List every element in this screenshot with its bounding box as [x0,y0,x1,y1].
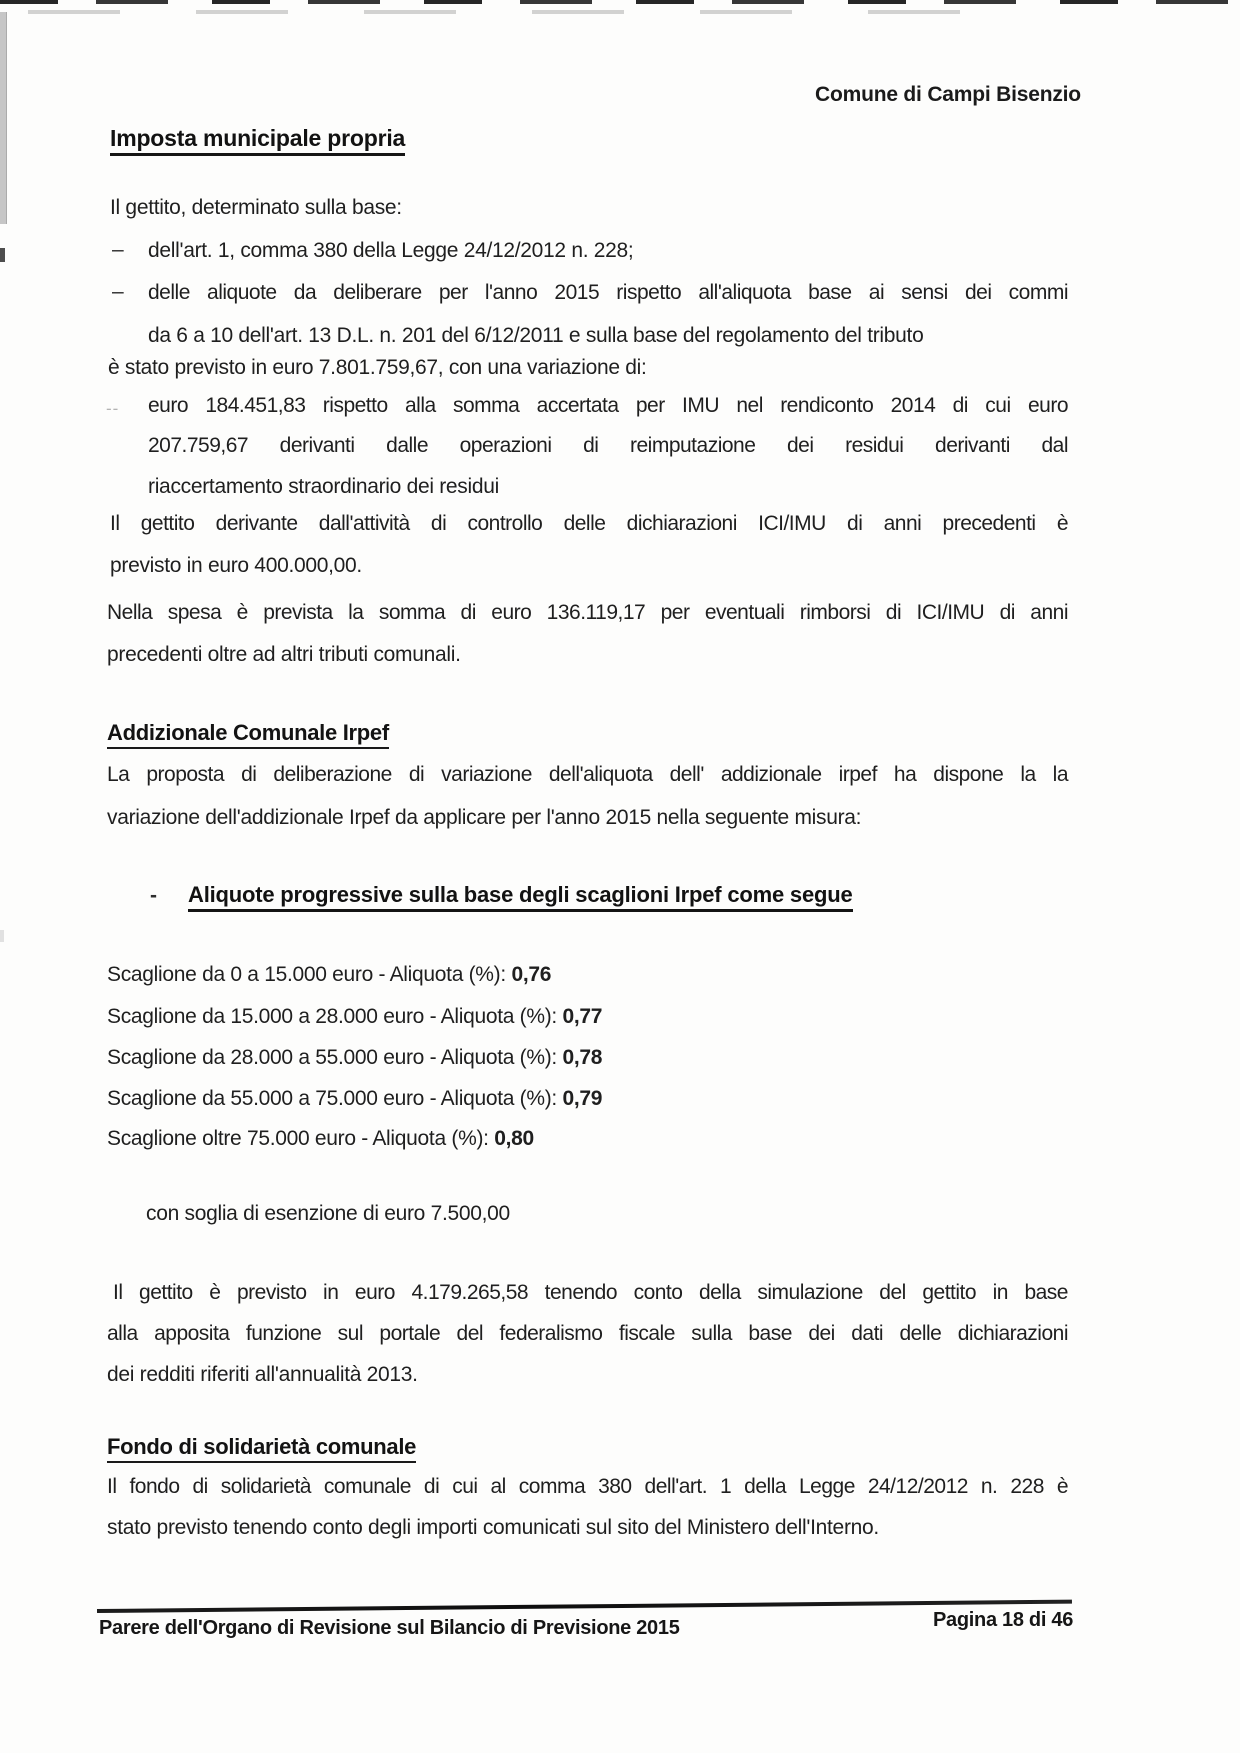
scaglione-row-5 [107,1127,534,1151]
irpef-esenzione-line: con soglia di esenzione di euro 7.500,00 [146,1202,510,1225]
footer-rule [97,1600,1072,1613]
irpef-gettito-line3: dei redditi riferiti all'annualità 2013. [107,1363,418,1386]
imu-intro-line: Il gettito, determinato sulla base: [110,196,402,219]
imu-spesa-line1: Nella spesa è prevista la somma di euro 136.119,17 per eventuali rimborsi di ICI/IMU di anni [107,601,1068,624]
scaglione-label: Scaglione da 15.000 a 28.000 euro - Aliquota (%): [107,1005,557,1028]
bullet-dash-3-faint: -- [106,399,120,418]
imu-bullet2-line1: delle aliquote da deliberare per l'anno 2015 rispetto all'aliquota base ai sensi dei commi [148,281,1068,304]
scaglione-row-2 [107,1005,602,1029]
imu-controllo-line1: Il gettito derivante dall'attività di controllo delle dichiarazioni ICI/IMU di anni precedenti è [110,512,1068,535]
irpef-subheading-text: Aliquote progressive sulla base degli scaglioni Irpef come segue [188,882,853,912]
irpef-proposta-line2: variazione dell'addizionale Irpef da applicare per l'anno 2015 nella seguente misura: [107,806,862,829]
section-title-irpef [107,720,389,746]
imu-previsto-line: è stato previsto in euro 7.801.759,67, con una variazione di: [108,356,647,379]
imu-bullet3-line2: 207.759,67 derivanti dalle operazioni di reimputazione dei residui derivanti dal [148,434,1068,457]
fondo-line1: Il fondo di solidarietà comunale di cui al comma 380 dell'art. 1 della Legge 24/12/2012 n. 228 è [107,1475,1068,1498]
header-comune: Comune di Campi Bisenzio [815,83,1081,106]
bullet-dash-2: – [112,280,124,303]
imu-controllo-line2: previsto in euro 400.000,00. [110,554,362,577]
subheading-dash: - [150,884,157,907]
scaglione-row-4 [107,1087,602,1111]
irpef-subheading [188,882,853,908]
scaglione-row-3 [107,1046,602,1070]
irpef-gettito-line2: alla apposita funzione sul portale del federalismo fiscale sulla base dei dati delle dichiarazioni [107,1322,1068,1345]
scaglione-row-1 [107,963,551,987]
section-title-fondo [107,1434,416,1460]
bullet-dash-1: – [112,238,124,261]
imu-bullet3-line1: euro 184.451,83 rispetto alla somma accertata per IMU nel rendiconto 2014 di cui euro [148,394,1068,417]
scaglione-label: Scaglione da 28.000 a 55.000 euro - Aliquota (%): [107,1046,557,1069]
imu-bullet2-line2: da 6 a 10 dell'art. 13 D.L. n. 201 del 6/12/2011 e sulla base del regolamento del tributo [148,324,924,347]
section-title-imu [110,125,405,152]
section-title-imu-text: Imposta municipale propria [110,125,405,156]
footer-page-number: Pagina 18 di 46 [933,1609,1074,1631]
section-title-irpef-text: Addizionale Comunale Irpef [107,720,389,749]
scan-artifact-left-smudge [0,930,4,942]
imu-bullet1-line: dell'art. 1, comma 380 della Legge 24/12/2012 n. 228; [148,239,634,262]
irpef-gettito-line1: Il gettito è previsto in euro 4.179.265,58 tenendo conto della simulazione del gettito in base [113,1281,1068,1304]
scaglione-label: Scaglione da 55.000 a 75.000 euro - Aliquota (%): [107,1087,557,1110]
scan-artifact-top-smudge [28,10,968,14]
scaglione-label: Scaglione da 0 a 15.000 euro - Aliquota (%): [107,963,506,986]
irpef-proposta-line1: La proposta di deliberazione di variazione dell'aliquota dell' addizionale irpef ha dispone la la [107,763,1068,786]
scaglione-value: 0,78 [562,1046,603,1069]
scaglione-value: 0,79 [562,1087,603,1110]
scaglione-label: Scaglione oltre 75.000 euro - Aliquota (%): [107,1127,489,1150]
scaglione-value: 0,80 [494,1127,534,1150]
imu-bullet3-line3: riaccertamento straordinario dei residui [148,475,499,498]
imu-spesa-line2: precedenti oltre ad altri tributi comunali. [107,643,461,666]
scaglione-value: 0,76 [511,963,552,986]
scaglione-value: 0,77 [562,1005,603,1028]
scan-artifact-top-edge [0,0,1240,4]
scan-artifact-left-mark [0,248,5,262]
footer-left: Parere dell'Organo di Revisione sul Bilancio di Previsione 2015 [99,1617,680,1639]
section-title-fondo-text: Fondo di solidarietà comunale [107,1434,416,1463]
scan-artifact-left-strip [0,12,7,224]
fondo-line2: stato previsto tenendo conto degli importi comunicati sul sito del Ministero dell'Interno. [107,1516,879,1539]
